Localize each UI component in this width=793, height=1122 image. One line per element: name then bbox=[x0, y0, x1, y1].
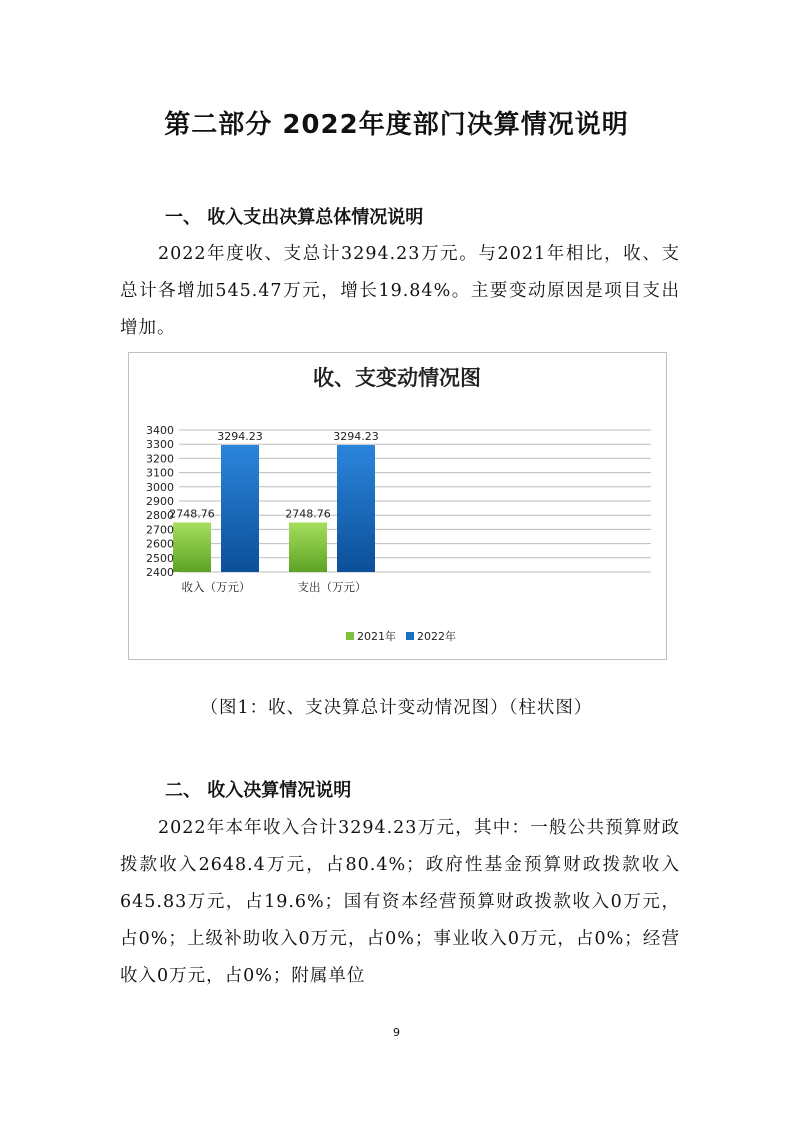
y-tick-label: 3300 bbox=[146, 438, 174, 452]
chart-title: 收、支变动情况图 bbox=[313, 366, 481, 390]
figure-caption: （图1：收、支决算总计变动情况图）（柱状图） bbox=[200, 698, 593, 718]
y-tick-label: 2600 bbox=[146, 537, 174, 551]
y-tick-label: 2900 bbox=[146, 495, 174, 508]
page-number: 9 bbox=[393, 1026, 400, 1039]
page-title: 第二部分 2022年度部门决算情况说明 bbox=[164, 110, 629, 140]
chart-canvas bbox=[129, 353, 666, 659]
y-tick-label: 2800 bbox=[146, 509, 174, 523]
data-label: 3294.23 bbox=[333, 430, 379, 444]
legend-label-0: 2021年 bbox=[357, 630, 396, 643]
legend-swatch-1 bbox=[406, 632, 414, 640]
legend-swatch-0 bbox=[346, 632, 354, 640]
section-1-heading: 一、 收入支出决算总体情况说明 bbox=[165, 207, 424, 228]
y-tick-label: 3000 bbox=[146, 480, 174, 494]
bar-2021-0 bbox=[173, 522, 211, 572]
y-tick-label: 2700 bbox=[146, 523, 174, 537]
y-tick-label: 3400 bbox=[146, 424, 174, 437]
x-category-label: 收入（万元） bbox=[181, 580, 251, 594]
bar-2021-1 bbox=[289, 522, 327, 572]
x-category-label: 支出（万元） bbox=[297, 580, 367, 594]
bar-2022-0 bbox=[221, 445, 259, 572]
bar-chart bbox=[128, 352, 667, 660]
section-2-heading: 二、 收入决算情况说明 bbox=[165, 780, 352, 801]
y-tick-label: 2500 bbox=[146, 551, 174, 565]
section-2-paragraph: 2022年本年收入合计3294.23万元，其中：一般公共预算财政拨款收入2648.4万元，占80.4%；政府性基金预算财政拨款收入645.83万元，占19.6%；国有资本经营预算财政拨款收入0万元，占0%；上级补助收入0万元，占0%；事业收入0万元，占0%；经营收入0万元，占0%；附属单位 bbox=[120, 818, 680, 986]
y-tick-label: 2400 bbox=[146, 566, 174, 579]
y-tick-label: 3200 bbox=[146, 452, 174, 466]
y-tick-label: 3100 bbox=[146, 466, 174, 480]
bar-2022-1 bbox=[337, 445, 375, 572]
legend-label-1: 2022年 bbox=[417, 630, 456, 643]
section-1-paragraph: 2022年度收、支总计3294.23万元。与2021年相比，收、支总计各增加545.47万元，增长19.84%。主要变动原因是项目支出增加。 bbox=[120, 244, 680, 338]
data-label: 2748.76 bbox=[169, 507, 215, 521]
data-label: 2748.76 bbox=[285, 507, 331, 521]
data-label: 3294.23 bbox=[217, 430, 263, 444]
